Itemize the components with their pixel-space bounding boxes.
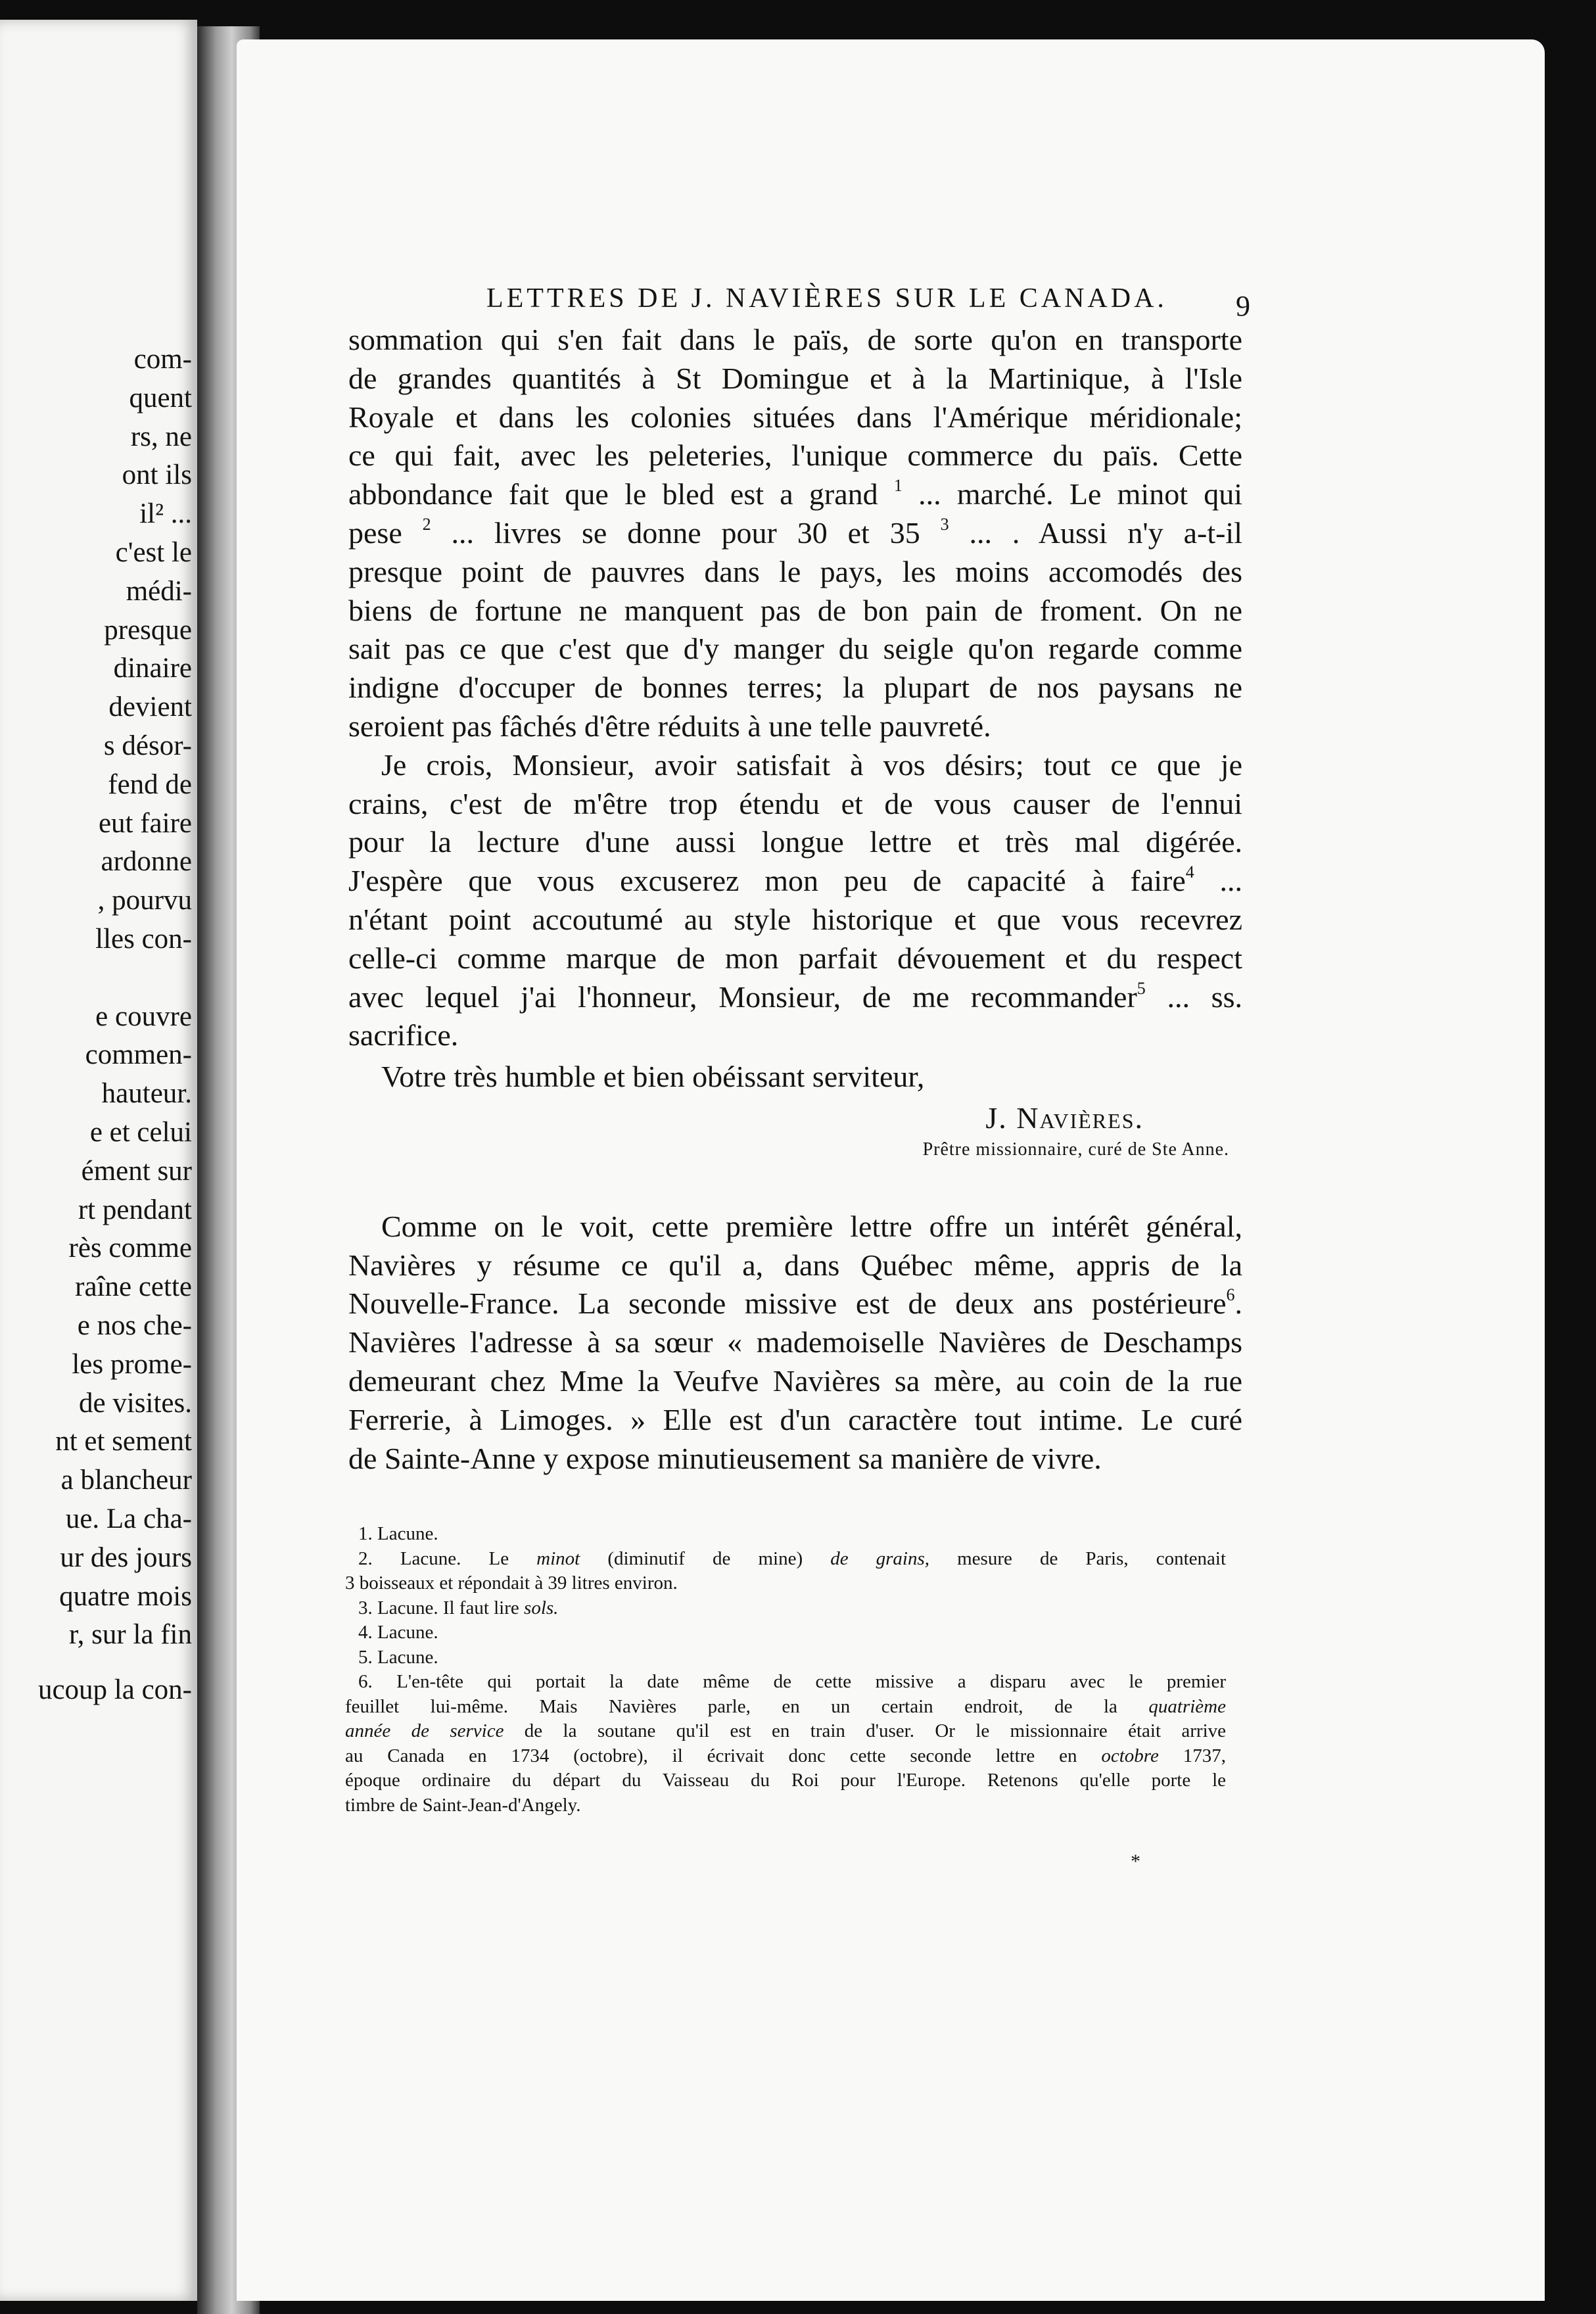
text-line: [348, 398, 1242, 437]
text-run: 3 boisseaux et répondait à 39 litres environ.: [345, 1572, 678, 1594]
text-line: [348, 1246, 1242, 1285]
footnote-line: [345, 1596, 1226, 1621]
text-line: [348, 630, 1242, 669]
footnote-line: [345, 1522, 1226, 1547]
left-page-text: [0, 341, 192, 1710]
left-page-line: e et celui: [89, 1116, 192, 1148]
left-page-line: rt pendant: [78, 1194, 192, 1225]
text-run: sacrifice.: [348, 1018, 459, 1052]
left-page-line: presque: [104, 614, 192, 646]
signature-title: Prêtre missionnaire, curé de Ste Anne.: [922, 1139, 1229, 1160]
text-run: 1. Lacune.: [358, 1523, 438, 1544]
footnote-line: [345, 1670, 1226, 1695]
footnote-ref: 2: [422, 514, 431, 534]
left-page-line: il² ...: [139, 498, 192, 530]
text-run: .: [1234, 1287, 1242, 1321]
text-line: [348, 1323, 1242, 1362]
footnote-line: [345, 1744, 1226, 1769]
text-run: (diminutif de mine): [580, 1547, 831, 1569]
left-page-line: fend de: [108, 768, 192, 800]
left-page-line: rès comme: [68, 1233, 192, 1264]
left-page-line: r, sur la fin: [69, 1619, 192, 1651]
text-run: Nouvelle-France. La seconde missive est de deux ans postérieure: [348, 1287, 1227, 1321]
left-page-line: raîne cette: [75, 1271, 192, 1303]
left-page-line: hauteur.: [101, 1078, 192, 1110]
letter-text: [348, 321, 1242, 1055]
footnote-line: [345, 1695, 1226, 1720]
italic-run: année de service: [345, 1720, 504, 1741]
text-run: sommation qui s'en fait dans le païs, de sorte qu'on en transporte: [348, 323, 1242, 356]
text-run: ... marché. Le minot qui: [902, 477, 1242, 511]
text-run: 4. Lacune.: [358, 1622, 438, 1643]
text-run: de grandes quantités à St Domingue et à la Martinique, à l'Isle: [348, 361, 1242, 395]
text-run: presque point de pauvres dans le pays, les moins accomodés des: [348, 554, 1242, 588]
left-page-line: ur des jours: [60, 1542, 192, 1573]
left-page-line: s désor-: [103, 730, 192, 761]
text-run: 5. Lacune.: [358, 1646, 438, 1668]
left-page-line: ue. La cha-: [65, 1503, 192, 1534]
text-run: mesure de Paris, contenait: [929, 1547, 1227, 1569]
text-run: de la soutane qu'il est en train d'user. Or le missionnaire était arrive: [504, 1720, 1227, 1741]
left-page-line: e couvre: [95, 1001, 192, 1032]
letter-signature: J. Navières.: [985, 1100, 1144, 1135]
left-page-line: quatre mois: [59, 1580, 192, 1612]
left-page-line: devient: [108, 692, 192, 723]
text-line: [348, 707, 1242, 746]
text-run: ... livres se donne pour 30 et 35: [431, 515, 941, 550]
text-run: Ferrerie, à Limoges. » Elle est d'un caractère tout intime. Le curé: [348, 1402, 1242, 1436]
text-line: [348, 939, 1242, 978]
text-run: pour la lecture d'une aussi longue lettre et très mal digérée.: [348, 825, 1242, 859]
left-page-line: , pourvu: [97, 885, 192, 916]
running-head: LETTRES DE J. NAVIÈRES SUR LE CANADA.: [486, 283, 1167, 314]
footnote-line: [345, 1645, 1226, 1670]
commentary-text: [348, 1208, 1242, 1478]
text-run: Je crois, Monsieur, avoir satisfait à vos désirs; tout ce que je: [381, 747, 1242, 782]
text-line: [348, 862, 1242, 901]
left-page-line: dinaire: [113, 653, 192, 684]
text-run: 1737,: [1158, 1745, 1226, 1766]
left-page-line: ardonne: [101, 846, 192, 878]
text-line: [348, 1016, 1242, 1055]
left-page-line: ont ils: [122, 460, 192, 491]
italic-run: sols.: [524, 1597, 559, 1618]
left-page-line: quent: [129, 382, 192, 413]
footnote-ref: 6: [1226, 1285, 1235, 1305]
footnote-line: [345, 1571, 1226, 1596]
footnote-ref: 4: [1185, 862, 1194, 882]
footnote-line: [345, 1547, 1226, 1572]
left-page-line: nt et sement: [55, 1426, 192, 1457]
text-run: J'espère que vous excuserez mon peu de capacité à faire: [348, 864, 1186, 898]
text-run: demeurant chez Mme la Veufve Navières sa mère, au coin de la rue: [348, 1363, 1242, 1398]
italic-run: octobre: [1101, 1745, 1159, 1766]
text-line: [348, 1362, 1242, 1401]
text-run: ... . Aussi n'y a-t-il: [949, 515, 1242, 550]
text-line: [348, 360, 1242, 398]
text-run: ... ss.: [1145, 980, 1242, 1014]
text-line: [348, 669, 1242, 707]
text-run: ...: [1194, 864, 1242, 898]
letter-closing: Votre très humble et bien obéissant serviteur,: [381, 1060, 925, 1094]
footnote-ref: 1: [893, 476, 903, 496]
left-page-line: médi-: [126, 575, 192, 607]
text-run: avec lequel j'ai l'honneur, Monsieur, de me recommander: [348, 980, 1137, 1014]
text-run: celle-ci comme marque de mon parfait dévouement et du respect: [348, 941, 1242, 975]
text-run: timbre de Saint-Jean-d'Angely.: [345, 1794, 581, 1816]
left-page-line: ucoup la con-: [37, 1674, 192, 1706]
italic-run: de grains,: [830, 1547, 930, 1569]
footnote-ref: 5: [1137, 978, 1146, 998]
text-run: Comme on le voit, cette première lettre offre un intérêt général,: [381, 1209, 1242, 1243]
left-page-line: de visites.: [79, 1387, 192, 1419]
left-page-line: com-: [133, 344, 192, 375]
left-page-line: e nos che-: [77, 1310, 192, 1341]
text-run: 2. Lacune. Le: [358, 1547, 537, 1569]
footnote-line: [345, 1719, 1226, 1744]
text-run: de Sainte-Anne y expose minutieusement sa manière de vivre.: [348, 1441, 1102, 1475]
text-line: [348, 746, 1242, 785]
text-run: biens de fortune ne manquent pas de bon pain de froment. On ne: [348, 593, 1242, 627]
left-page-line: ément sur: [81, 1155, 192, 1187]
text-line: [348, 978, 1242, 1017]
text-run: 3. Lacune. Il faut lire: [358, 1597, 525, 1618]
left-page-line: commen-: [85, 1039, 192, 1071]
text-run: ce qui fait, avec les peleteries, l'unique commerce du païs. Cette: [348, 438, 1242, 473]
text-line: [348, 1440, 1242, 1478]
text-run: 6. L'en-tête qui portait la date même de cette missive a disparu avec le premier: [358, 1671, 1226, 1692]
text-line: [348, 592, 1242, 630]
footnote-ref: 3: [940, 514, 949, 534]
text-line: [348, 785, 1242, 824]
text-line: [348, 437, 1242, 475]
text-line: [348, 823, 1242, 862]
text-run: abbondance fait que le bled est a grand: [348, 477, 894, 511]
italic-run: quatrième: [1148, 1695, 1226, 1717]
text-line: [348, 321, 1242, 360]
text-run: Royale et dans les colonies situées dans l'Amérique méridionale;: [348, 400, 1242, 434]
footnote-line: [345, 1620, 1226, 1645]
page-number: 9: [1236, 290, 1250, 322]
italic-run: minot: [536, 1547, 580, 1569]
footnotes: [345, 1522, 1226, 1818]
text-line: [348, 1401, 1242, 1440]
text-run: indigne d'occuper de bonnes terres; la plupart de nos paysans ne: [348, 671, 1242, 705]
footnote-line: [345, 1793, 1226, 1818]
text-run: Navières l'adresse à sa sœur « mademoiselle Navières de Deschamps: [348, 1325, 1242, 1359]
text-line: [348, 901, 1242, 939]
left-page-line: c'est le: [115, 536, 192, 568]
text-run: feuillet lui-même. Mais Navières parle, en un certain endroit, de la: [345, 1695, 1149, 1717]
text-line: [348, 1285, 1242, 1323]
left-page-line: les prome-: [72, 1348, 192, 1380]
text-run: seroient pas fâchés d'être réduits à une telle pauvreté.: [348, 709, 991, 743]
left-page-line: a blancheur: [60, 1465, 192, 1496]
text-run: crains, c'est de m'être trop étendu et de vous causer de l'ennui: [348, 786, 1242, 820]
left-page-line: eut faire: [98, 807, 192, 839]
text-run: sait pas ce que c'est que d'y manger du seigle qu'on regarde comme: [348, 632, 1242, 666]
text-line: [348, 1208, 1242, 1246]
text-line: [348, 553, 1242, 592]
footnote-line: [345, 1768, 1226, 1793]
text-run: au Canada en 1734 (octobre), il écrivait donc cette seconde lettre en: [345, 1745, 1102, 1766]
left-page-line: [0, 959, 192, 998]
text-run: époque ordinaire du départ du Vaisseau du Roi pour l'Europe. Retenons qu'elle porte le: [345, 1770, 1226, 1791]
left-page-line: lles con-: [95, 923, 192, 955]
left-page-line: rs, ne: [130, 421, 192, 452]
left-facing-page: [0, 20, 197, 2301]
page-body: [348, 321, 1242, 1478]
text-line: [348, 475, 1242, 514]
text-run: Navières y résume ce qu'il a, dans Québec même, appris de la: [348, 1248, 1242, 1282]
ornament-asterisk: *: [1131, 1851, 1140, 1872]
text-line: [348, 514, 1242, 553]
text-run: pese: [348, 515, 423, 550]
text-run: n'étant point accoutumé au style historique et que vous recevrez: [348, 902, 1242, 936]
